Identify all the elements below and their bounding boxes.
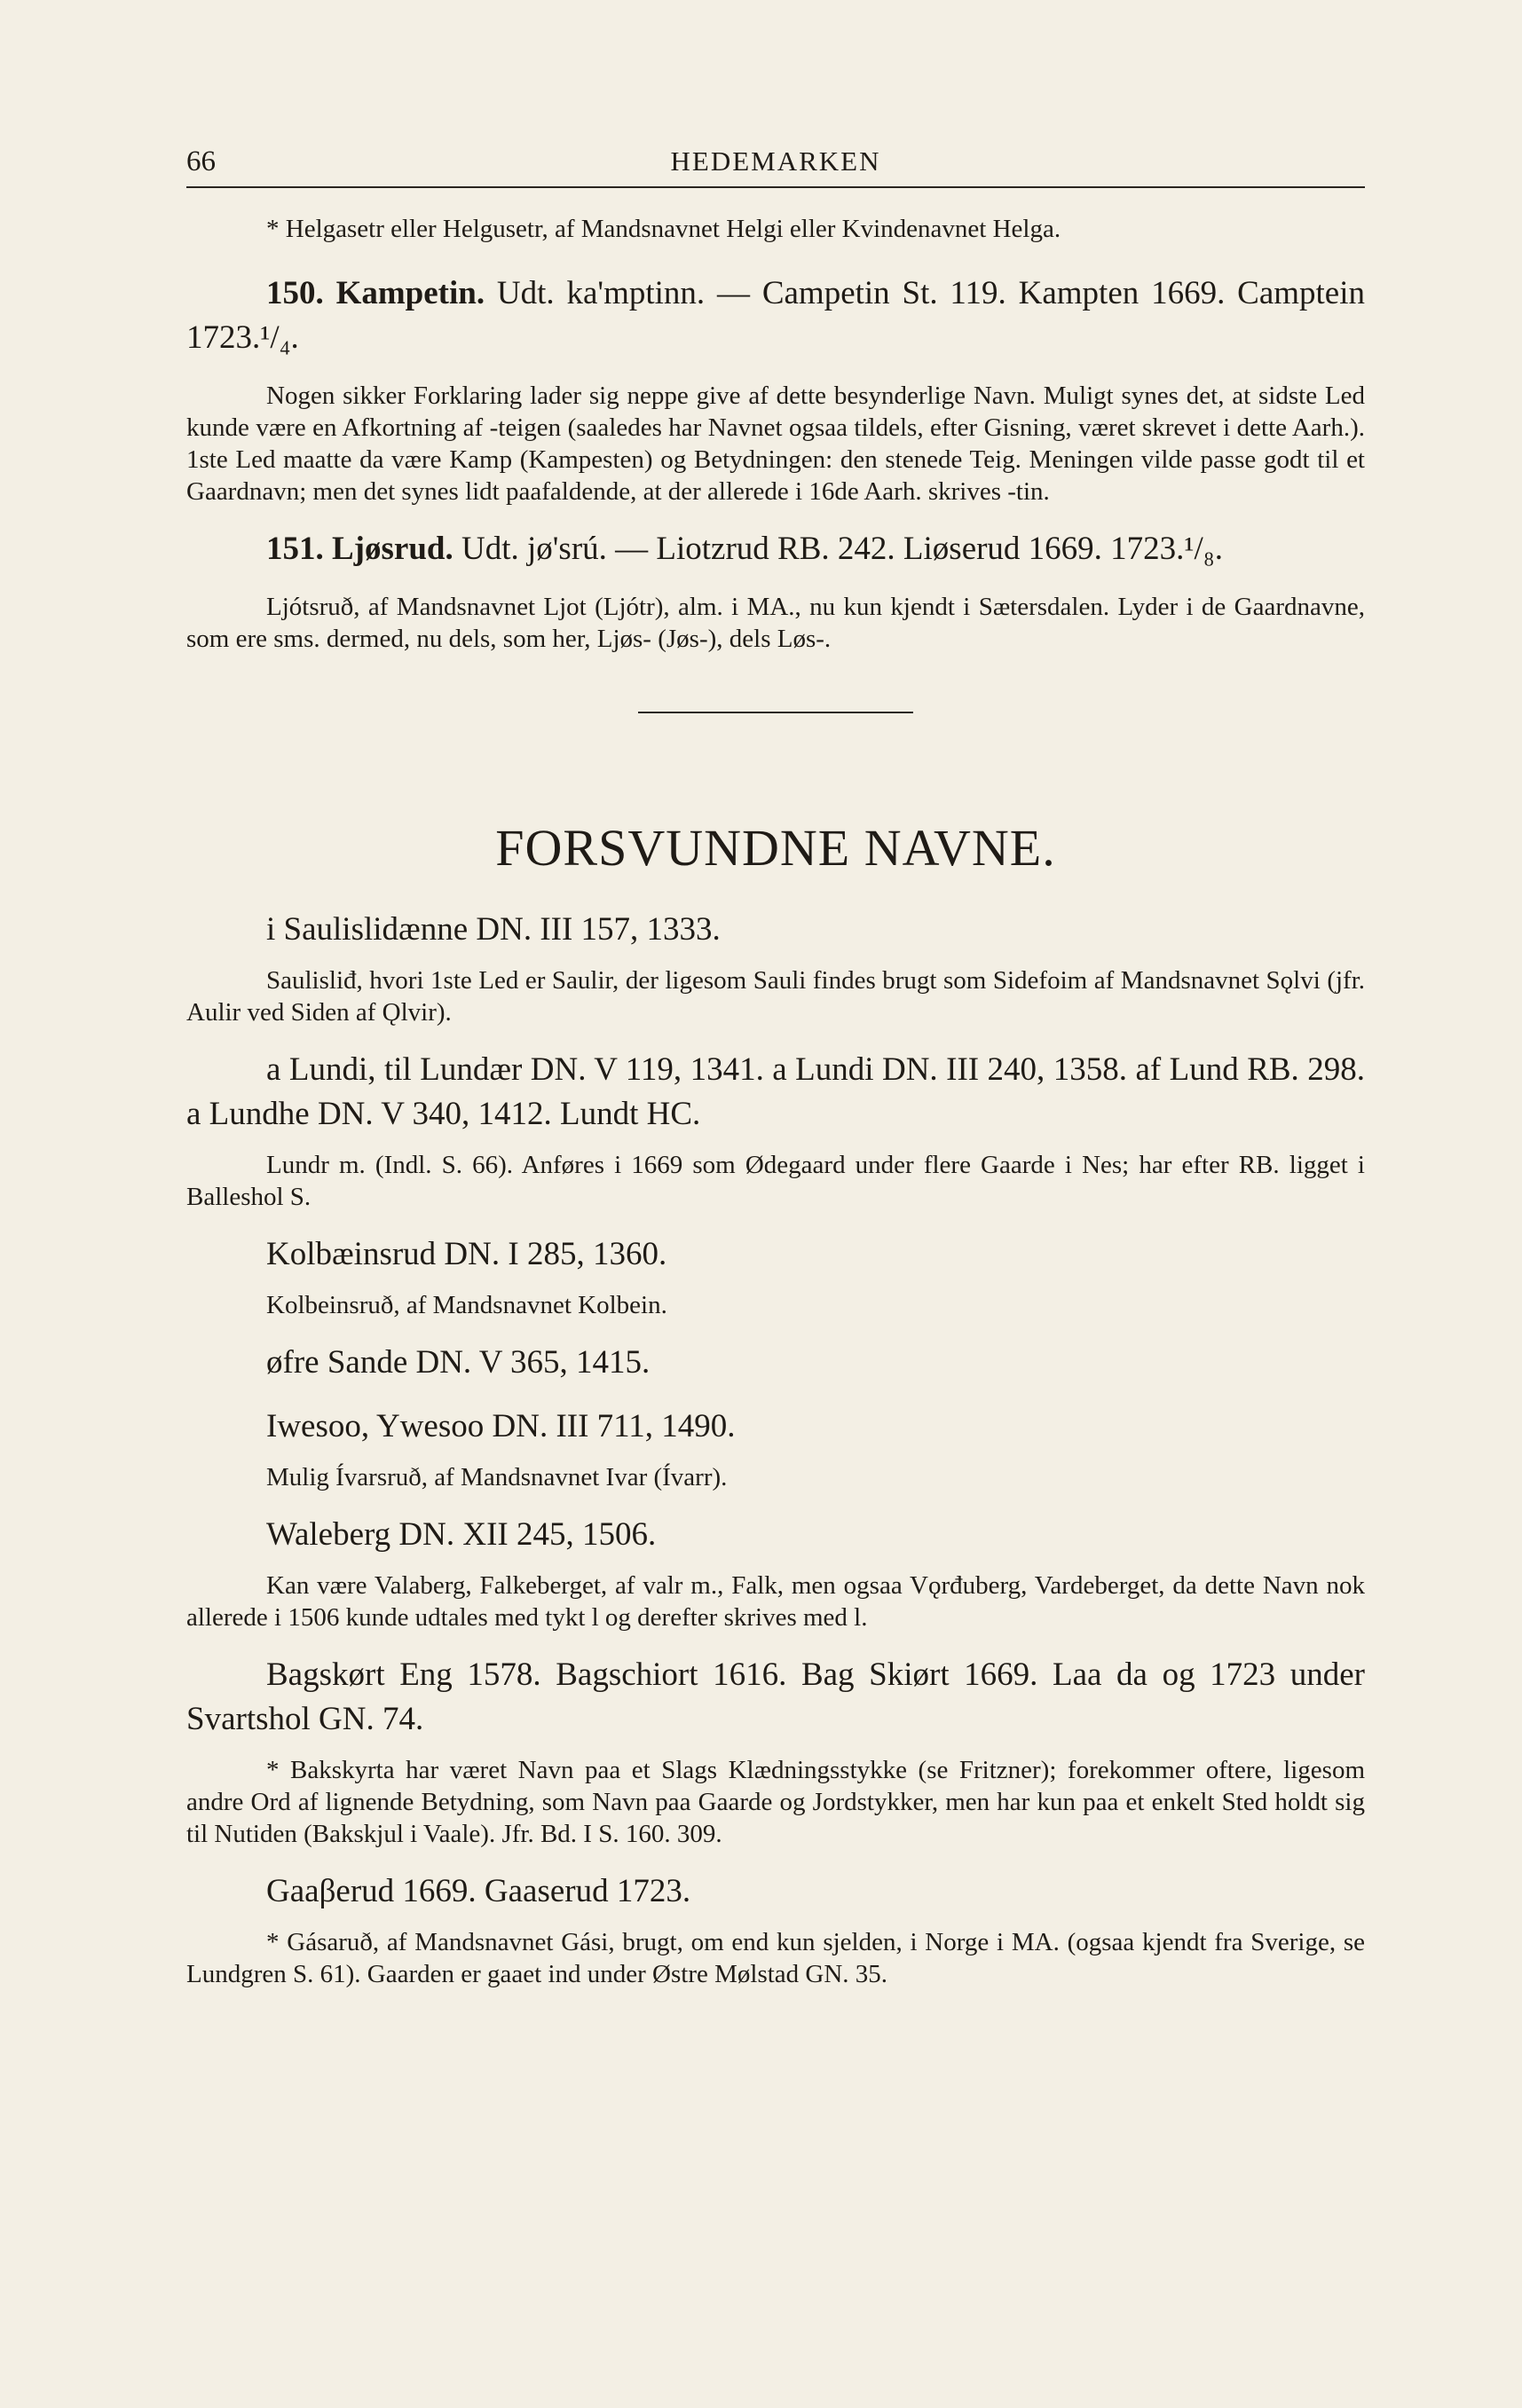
running-title: HEDEMARKEN xyxy=(670,146,881,177)
list-item xyxy=(186,1513,1365,1633)
lost-name-note: Lundr m. (Indl. S. 66). Anføres i 1669 som Ødegaard under flere Gaarde i Nes; har efter RB. ligget i Balleshol S. xyxy=(186,1151,1365,1211)
lost-name-heading: Kolbæinsrud DN. I 285, 1360. xyxy=(266,1236,667,1272)
lost-name-heading: øfre Sande DN. V 365, 1415. xyxy=(266,1344,651,1381)
list-item xyxy=(186,1232,1365,1321)
page-number: 66 xyxy=(186,146,216,177)
list-item xyxy=(186,1869,1365,1990)
section-title: FORSVUNDNE NAVNE. xyxy=(495,819,1056,877)
entry-151-note: Ljótsruð, af Mandsnavnet Ljot (Ljótr), alm. i MA., nu kun kjendt i Sætersdalen. Lyder i de Gaardnavne, som ere sms. dermed, nu dels, som her, Ljøs- (Jøs-), dels Løs-. xyxy=(186,593,1365,653)
entry-number: 150. xyxy=(266,275,324,311)
lost-name-note: Saulisliđ, hvori 1ste Led er Saulir, der ligesom Sauli findes brugt som Sidefoim af Mandsnavnet Sǫlvi (jfr. Aulir ved Siden af Ǫlvir). xyxy=(186,966,1365,1027)
list-item xyxy=(186,908,1365,1028)
entry-forms: Udt. ka'mptinn. — Campetin St. 119. Kampten 1669. Camptein 1723.¹/₄. xyxy=(186,275,1366,356)
lost-name-heading: Waleberg DN. XII 245, 1506. xyxy=(266,1516,657,1553)
entry-151-heading xyxy=(186,527,1365,571)
lost-name-note: * Gásaruð, af Mandsnavnet Gási, brugt, om end kun sjelden, i Norge i MA. (ogsaa kjendt fra Sverige, se Lundgren S. 61). Gaarden er gaaet ind under Østre Mølstad GN. 35. xyxy=(186,1928,1365,1988)
list-item xyxy=(186,1341,1365,1385)
section-divider xyxy=(638,712,913,713)
lost-name-heading: Bagskørt Eng 1578. Bagschiort 1616. Bag Skiørt 1669. Laa da og 1723 under Svartshol GN. 74. xyxy=(186,1656,1365,1737)
lost-name-note: Kan være Valaberg, Falkeberget, af valr m., Falk, men ogsaa Vǫrđuberg, Vardeberget, da dette Navn nok allerede i 1506 kunde udtales med tykt l og derefter skrives med l. xyxy=(186,1571,1365,1632)
lost-names-list xyxy=(186,908,1365,1990)
lost-name-heading: i Saulislidænne DN. III 157, 1333. xyxy=(266,911,721,948)
entry-forms: Udt. jø'srú. — Liotzrud RB. 242. Liøserud 1669. 1723.¹/₈. xyxy=(453,531,1223,567)
page xyxy=(186,133,1365,1990)
lost-name-note: Kolbeinsruð, af Mandsnavnet Kolbein. xyxy=(266,1291,667,1319)
entry-number: 151. xyxy=(266,531,324,567)
lost-name-note: * Bakskyrta har været Navn paa et Slags Klædningsstykke (se Fritzner); forekommer oftere, ligesom andre Ord af lignende Betydning, som Navn paa Gaarde og Jordstykker, men har kun paa et enkelt Sted holdt sig til Nutiden (Bakskjul i Vaale). Jfr. Bd. I S. 160. 309. xyxy=(186,1756,1365,1848)
lost-name-heading: Iwesoo, Ywesoo DN. III 711, 1490. xyxy=(266,1408,736,1444)
list-item xyxy=(186,1048,1365,1213)
lost-name-heading: a Lundi, til Lundær DN. V 119, 1341. a Lundi DN. III 240, 1358. af Lund RB. 298. a Lundhe DN. V 340, 1412. Lundt HC. xyxy=(186,1051,1365,1132)
lost-name-heading: Gaaβerud 1669. Gaaserud 1723. xyxy=(266,1873,691,1909)
entry-name: Ljøsrud. xyxy=(332,531,453,567)
list-item xyxy=(186,1405,1365,1493)
lost-name-note: Mulig Ívarsruð, af Mandsnavnet Ivar (Ívarr). xyxy=(266,1463,728,1491)
entry-150-note: Nogen sikker Forklaring lader sig neppe give af dette besynderlige Navn. Muligt synes det, at sidste Led kunde være en Afkortning af -teigen (saaledes har Navnet ogsaa tildels, efter Gisning, været skrevet i dette Aarh.). 1ste Led maatte da være Kamp (Kampesten) og Betydningen: den stenede Teig. Meningen vilde passe godt til et Gaardnavn; men det synes lidt paafaldende, at der allerede i 16de Aarh. skrives -tin. xyxy=(186,382,1365,506)
entry-150-heading xyxy=(186,271,1365,360)
page-header xyxy=(186,133,1365,188)
footnote-helgasetr: * Helgasetr eller Helgusetr, af Mandsnavnet Helgi eller Kvindenavnet Helga. xyxy=(266,215,1061,243)
entry-name: Kampetin. xyxy=(335,275,485,311)
list-item xyxy=(186,1653,1365,1850)
